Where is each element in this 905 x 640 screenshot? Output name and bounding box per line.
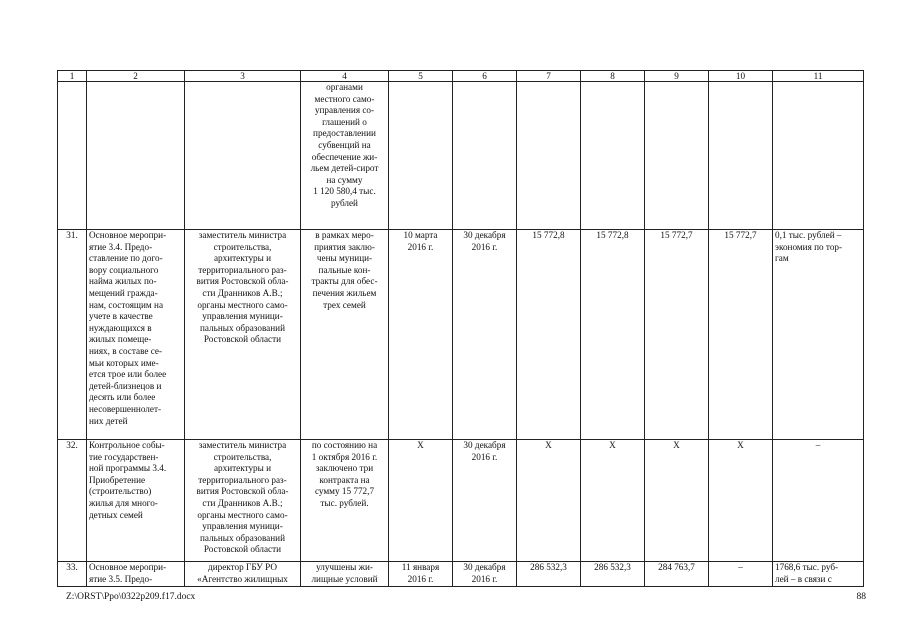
cell — [185, 82, 301, 230]
cell — [453, 82, 517, 230]
cell-amount: 15 772,7 — [709, 230, 773, 440]
cell-result: органами местного само- управления со- глашений о предоставлении субвенций на обеспечение жи- льем детей-сирот на сумму 1 120 580,4 тыс. рублей — [301, 82, 389, 230]
col-header: 2 — [87, 71, 185, 82]
cell-end-date: 30 декабря 2016 г. — [453, 230, 517, 440]
col-header: 4 — [301, 71, 389, 82]
table-row-32 — [58, 440, 864, 562]
col-header: 8 — [581, 71, 645, 82]
cell-note: – — [773, 440, 864, 562]
cell-amount: 15 772,7 — [645, 230, 709, 440]
col-header: 9 — [645, 71, 709, 82]
cell-result: в рамках меро- приятия заклю- чены муници- пальные кон- тракты для обес- печения жильем трех семей — [301, 230, 389, 440]
cell-responsible: заместитель министра строительства, архитектуры и территориального раз- вития Ростовской обла- сти Дранников А.В.; органы местного само- управления муници- пальных образований Ростовской области — [185, 440, 301, 562]
col-header: 10 — [709, 71, 773, 82]
cell — [389, 82, 453, 230]
cell-amount: X — [581, 440, 645, 562]
report-table — [57, 70, 864, 587]
cell-responsible: директор ГБУ РО «Агентство жилищных — [185, 562, 301, 587]
cell-responsible: заместитель министра строительства, архитектуры и территориального раз- вития Ростовской обла- сти Дранников А.В.; органы местного само- управления муници- пальных образований Ростовской области — [185, 230, 301, 440]
cell — [773, 82, 864, 230]
cell-amount: X — [645, 440, 709, 562]
cell-amount: X — [517, 440, 581, 562]
column-number-row — [58, 71, 864, 82]
table-row-31 — [58, 230, 864, 440]
cell — [517, 82, 581, 230]
cell-amount: 15 772,8 — [581, 230, 645, 440]
cell-note: 0,1 тыс. рублей – экономия по тор- гам — [773, 230, 864, 440]
row-number: 31. — [58, 230, 87, 440]
table-row-33 — [58, 562, 864, 587]
col-header: 11 — [773, 71, 864, 82]
col-header: 3 — [185, 71, 301, 82]
col-header: 6 — [453, 71, 517, 82]
cell-amount: 15 772,8 — [517, 230, 581, 440]
cell-result: улучшены жи- лищные условий — [301, 562, 389, 587]
file-path-footer: Z:\ORST\Ppo\0322p209.f17.docx — [66, 592, 196, 602]
cell-amount: – — [709, 562, 773, 587]
row-number: 32. — [58, 440, 87, 562]
cell-activity: Основное меропри- ятие 3.5. Предо- — [87, 562, 185, 587]
cell-activity: Контрольное собы- тие государствен- ной программы 3.4. Приобретение (строительство) жилья для много- детных семей — [87, 440, 185, 562]
cell-amount: 286 532,3 — [581, 562, 645, 587]
cell-amount: 286 532,3 — [517, 562, 581, 587]
cell-end-date: 30 декабря 2016 г. — [453, 440, 517, 562]
cell — [709, 82, 773, 230]
cell-note: 1768,6 тыс. руб- лей – в связи с — [773, 562, 864, 587]
cell-start-date: X — [389, 440, 453, 562]
cell-start-date: 11 января 2016 г. — [389, 562, 453, 587]
cell — [58, 82, 87, 230]
cell-activity: Основное меропри- ятие 3.4. Предо- ставление по дого- вору социального найма жилых по- мещений гражда- нам, состоящим на учете в качестве нуждающихся в жилых помеще- ниях, в составе се- мьи которых име- ется трое или более детей-близнецов и десять или более несовершеннолет- них детей — [87, 230, 185, 440]
cell — [581, 82, 645, 230]
col-header: 7 — [517, 71, 581, 82]
cell-end-date: 30 декабря 2016 г. — [453, 562, 517, 587]
page-number: 88 — [856, 592, 866, 602]
col-header: 5 — [389, 71, 453, 82]
cell — [87, 82, 185, 230]
col-header: 1 — [58, 71, 87, 82]
table-row-continuation — [58, 82, 864, 230]
cell — [645, 82, 709, 230]
cell-start-date: 10 марта 2016 г. — [389, 230, 453, 440]
cell-amount: 284 763,7 — [645, 562, 709, 587]
cell-result: по состоянию на 1 октября 2016 г. заключено три контракта на сумму 15 772,7 тыс. рублей. — [301, 440, 389, 562]
cell-amount: X — [709, 440, 773, 562]
row-number: 33. — [58, 562, 87, 587]
